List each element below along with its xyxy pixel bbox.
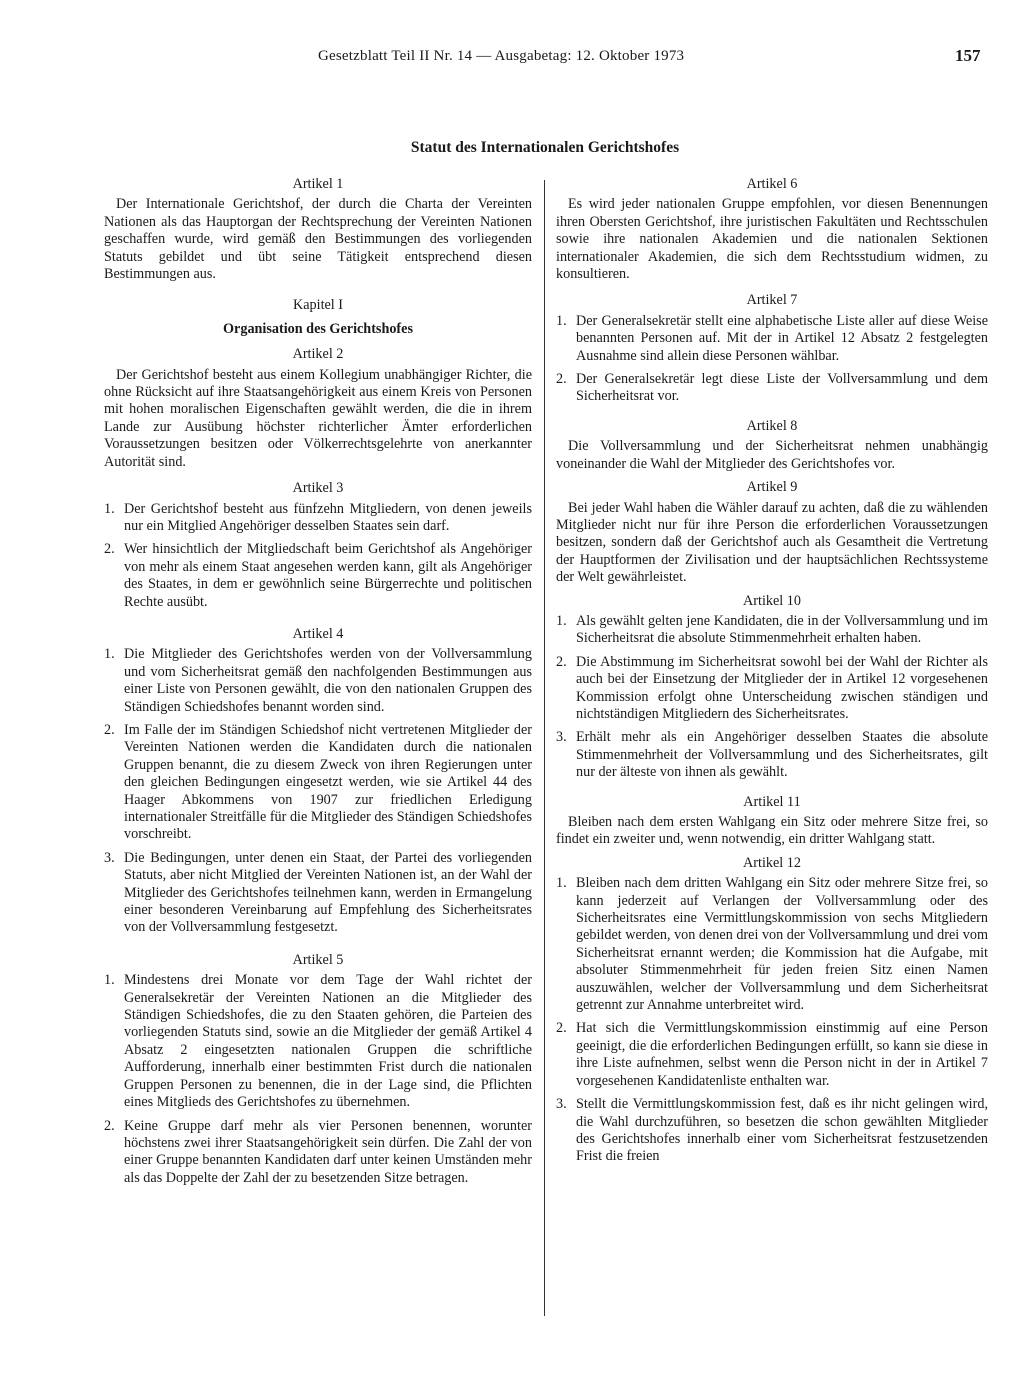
running-header: Gesetzblatt Teil II Nr. 14 — Ausgabetag: 12. Oktober 1973 — [318, 48, 685, 64]
article-11-heading: Artikel 11 — [743, 793, 801, 810]
article-7-heading: Artikel 7 — [746, 292, 798, 309]
article-7-item-2 — [556, 371, 988, 406]
item-number: 2. — [104, 1117, 115, 1134]
item-number: 1. — [104, 500, 115, 517]
item-text: Die Mitglieder des Gerichtshofes werden von der Vollversammlung und vom Sicherheitsrat gemäß den nachfolgenden Bestimmungen aus einer Liste von Personen gewählt, die von den nationalen Gruppen des Ständigen Schiedshofes benannt worden sind. — [124, 646, 532, 715]
article-12-item-2 — [556, 1020, 988, 1090]
article-4-heading: Artikel 4 — [292, 625, 344, 642]
article-7-item-1 — [556, 313, 988, 365]
article-1-text: Der Internationale Gerichtshof, der durch die Charta der Vereinten Nationen als das Hauptorgan der Rechtsprechung der Vereinten Nationen geschaffen wurde, wird gemäß den Bestimmungen des vorliegenden Statuts gebildet und übt seine Tätigkeit entsprechend diesen Bestimmungen aus. — [104, 196, 532, 283]
document-title: Statut des Internationalen Gerichtshofes — [410, 139, 680, 156]
article-4-item-3 — [104, 850, 532, 937]
article-6-heading: Artikel 6 — [746, 176, 798, 192]
article-3-heading: Artikel 3 — [292, 480, 344, 497]
item-number: 1. — [556, 875, 567, 892]
article-4-item-2 — [104, 722, 532, 844]
right-column — [556, 176, 988, 1172]
item-number: 2. — [556, 653, 567, 670]
article-9-text: Bei jeder Wahl haben die Wähler darauf zu achten, daß die zu wählenden Mitglieder nicht nur für ihre Person die erforderlichen Voraussetzungen besitzen, sondern daß der Gerichtshof auch als Gesamtheit die Vertretung der Hauptformen der Zivilisation und der hauptsächlichen Rechtssysteme der Welt gewährleistet. — [556, 499, 988, 586]
article-12-item-3 — [556, 1096, 988, 1166]
article-8-text: Die Vollversammlung und der Sicherheitsrat nehmen unabhängig voneinander die Wahl der Mitglieder des Gerichtshofes vor. — [556, 438, 988, 472]
article-9-heading: Artikel 9 — [746, 479, 798, 496]
article-5-item-2 — [104, 1118, 532, 1188]
item-text: Erhält mehr als ein Angehöriger desselben Staates die absolute Stimmenmehrheit der Vollversammlung und des Sicherheitsrates, gilt nur der älteste von ihnen als gewählt. — [576, 729, 988, 781]
article-3-item-2 — [104, 541, 532, 611]
item-number: 1. — [104, 646, 115, 663]
article-10-item-2 — [556, 654, 988, 724]
item-number: 1. — [556, 612, 567, 629]
item-text: Im Falle der im Ständigen Schiedshof nicht vertretenen Mitglieder der Vereinten Nationen werden die Kandidaten durch die nationalen Gruppen benannt, die zu diesem Zweck von ihren Regierungen unter den gleichen Bedingungen eingesetzt werden, wie sie Artikel 44 des Haager Abkommens von 1907 zur friedlichen Erledigung internationaler Streitfälle für die Mitglieder des Ständigen Schiedshofes vorschreibt. — [124, 721, 532, 843]
item-number: 3. — [556, 1096, 567, 1113]
item-text: Als gewählt gelten jene Kandidaten, die in der Vollversammlung und im Sicherheitsrat die absolute Stimmenmehrheit erhalten haben. — [576, 612, 988, 647]
item-number: 2. — [556, 1020, 567, 1037]
item-text: Hat sich die Vermittlungskommission einstimmig auf eine Person geeinigt, die die erforderlichen Bedingungen erfüllt, so kann sie diese in ihre Liste aufnehmen, selbst wenn die Person nicht in der in Artikel 7 vorgesehenen Kandidatenliste enthalten war. — [576, 1020, 988, 1089]
item-number: 2. — [104, 721, 115, 738]
item-text: Der Gerichtshof besteht aus fünfzehn Mitgliedern, von denen jeweils nur ein Mitglied Angehöriger desselben Staates sein darf. — [124, 500, 532, 534]
article-10-item-1 — [556, 613, 988, 648]
chapter-title: Organisation des Gerichtshofes — [223, 320, 413, 337]
article-6-text: Es wird jeder nationalen Gruppe empfohlen, vor diesen Benennungen ihren Obersten Gerichtshof, ihre juristischen Fakultäten und Rechtsschulen sowie ihre nationalen Akademien und die nationalen Sektionen internationaler Akademien, die sich dem Rechtsstudium widmen, zu konsultieren. — [556, 196, 988, 283]
item-number: 2. — [556, 371, 567, 388]
item-text: Mindestens drei Monate vor dem Tage der Wahl richtet der Generalsekretär der Vereinten Nationen an die Mitglieder des Ständigen Schiedshofes, die zu den Staaten gehören, die Parteien des vorliegenden Statuts sind, sowie an die Mitglieder der gemäß Artikel 4 Absatz 2 eingesetzten nationalen Gruppen die schriftliche Aufforderung, innerhalb einer bestimmten Frist durch die nationalen Gruppen Personen zu benennen, die in der Lage sind, die Pflichten eines Mitglieds des Gerichtshofes zu übernehmen. — [124, 972, 532, 1111]
column-divider — [544, 180, 545, 1316]
item-number: 1. — [104, 972, 115, 989]
page-number: 157 — [955, 46, 981, 65]
article-5-heading: Artikel 5 — [292, 951, 344, 968]
item-text: Der Generalsekretär stellt eine alphabetische Liste aller auf diese Weise benannten Personen auf. Mit der in Artikel 12 Absatz 2 festgelegten Ausnahme sind allein diese Personen wählbar. — [576, 312, 988, 364]
item-number: 3. — [104, 849, 115, 866]
article-10-item-3 — [556, 729, 988, 781]
article-2-text: Der Gerichtshof besteht aus einem Kollegium unabhängiger Richter, die ohne Rücksicht auf ihre Staatsangehörigkeit aus einem Kreis von Personen mit hohen moralischen Eigenschaften gewählt werden, die die in ihrem Lande zur Ausübung höchster richterlicher Ämter erforderlichen Voraussetzungen besitzen oder Völkerrechtsgelehrte von anerkannter Autorität sind. — [104, 366, 532, 470]
chapter-label: Kapitel I — [292, 297, 344, 314]
article-11-text: Bleiben nach dem ersten Wahlgang ein Sitz oder mehrere Sitze frei, so findet ein zweiter und, wenn notwendig, ein dritter Wahlgang statt. — [556, 814, 988, 848]
article-12-item-1 — [556, 875, 988, 1014]
article-5-item-1 — [104, 972, 532, 1111]
article-8-heading: Artikel 8 — [746, 417, 798, 434]
item-text: Stellt die Vermittlungskommission fest, daß es ihr nicht gelingen wird, die Wahl durchzuführen, so besetzen die schon gewählten Mitglieder des Gerichtshofes innerhalb einer vom Sicherheitsrat festzusetzenden Frist die freien — [576, 1096, 988, 1165]
item-number: 1. — [556, 312, 567, 329]
item-text: Keine Gruppe darf mehr als vier Personen benennen, worunter höchstens zwei ihrer Staatsangehörigkeit sein dürfen. Die Zahl der von einer Gruppe benannten Kandidaten darf unter keinen Umständen mehr als das Doppelte der Zahl der zu besetzenden Sitze betragen. — [124, 1117, 532, 1186]
item-number: 2. — [104, 541, 115, 558]
article-4-item-1 — [104, 646, 532, 716]
article-3-item-1 — [104, 501, 532, 536]
item-text: Die Abstimmung im Sicherheitsrat sowohl bei der Wahl der Richter als auch bei der Einsetzung der Mitglieder der in Artikel 12 vorgesehenen Kommission erfolgt ohne Unterscheidung zwischen ständigen und nichtständigen Mitgliedern des Sicherheitsrates. — [576, 653, 988, 722]
article-10-heading: Artikel 10 — [743, 592, 801, 609]
item-text: Die Bedingungen, unter denen ein Staat, der Partei des vorliegenden Statuts, aber nicht Mitglied der Vereinten Nationen ist, an der Wahl der Mitglieder des Gerichtshofes teilnehmen kann, werden in Ermangelung einer besonderen Vereinbarung auf Empfehlung des Sicherheitsrates von der Vollversammlung festgesetzt. — [124, 849, 532, 936]
article-12-heading: Artikel 12 — [743, 854, 801, 871]
item-text: Wer hinsichtlich der Mitgliedschaft beim Gerichtshof als Angehöriger von mehr als einem Staat angesehen werden kann, gilt als Angehöriger des Staates, in dem er gewöhnlich seine Bürgerrechte und politischen Rechte ausübt. — [124, 541, 532, 610]
item-number: 3. — [556, 729, 567, 746]
left-column — [104, 176, 532, 1193]
article-2-heading: Artikel 2 — [292, 346, 344, 363]
article-1-heading: Artikel 1 — [292, 176, 344, 192]
item-text: Der Generalsekretär legt diese Liste der Vollversammlung und dem Sicherheitsrat vor. — [576, 371, 988, 405]
item-text: Bleiben nach dem dritten Wahlgang ein Sitz oder mehrere Sitze frei, so kann jederzeit auf Verlangen der Vollversammlung oder des Sicherheitsrates eine Vermittlungskommission von sechs Mitgliedern gebildet werden, von denen drei von der Vollversammlung und drei vom Sicherheitsrat ernannt werden; die Kommission hat die Aufgabe, mit absoluter Stimmenmehrheit für jeden freien Sitz einen Namen auszuwählen, welcher der Vollversammlung und dem Sicherheitsrat getrennt zur Annahme unterbreitet wird. — [576, 875, 989, 1014]
